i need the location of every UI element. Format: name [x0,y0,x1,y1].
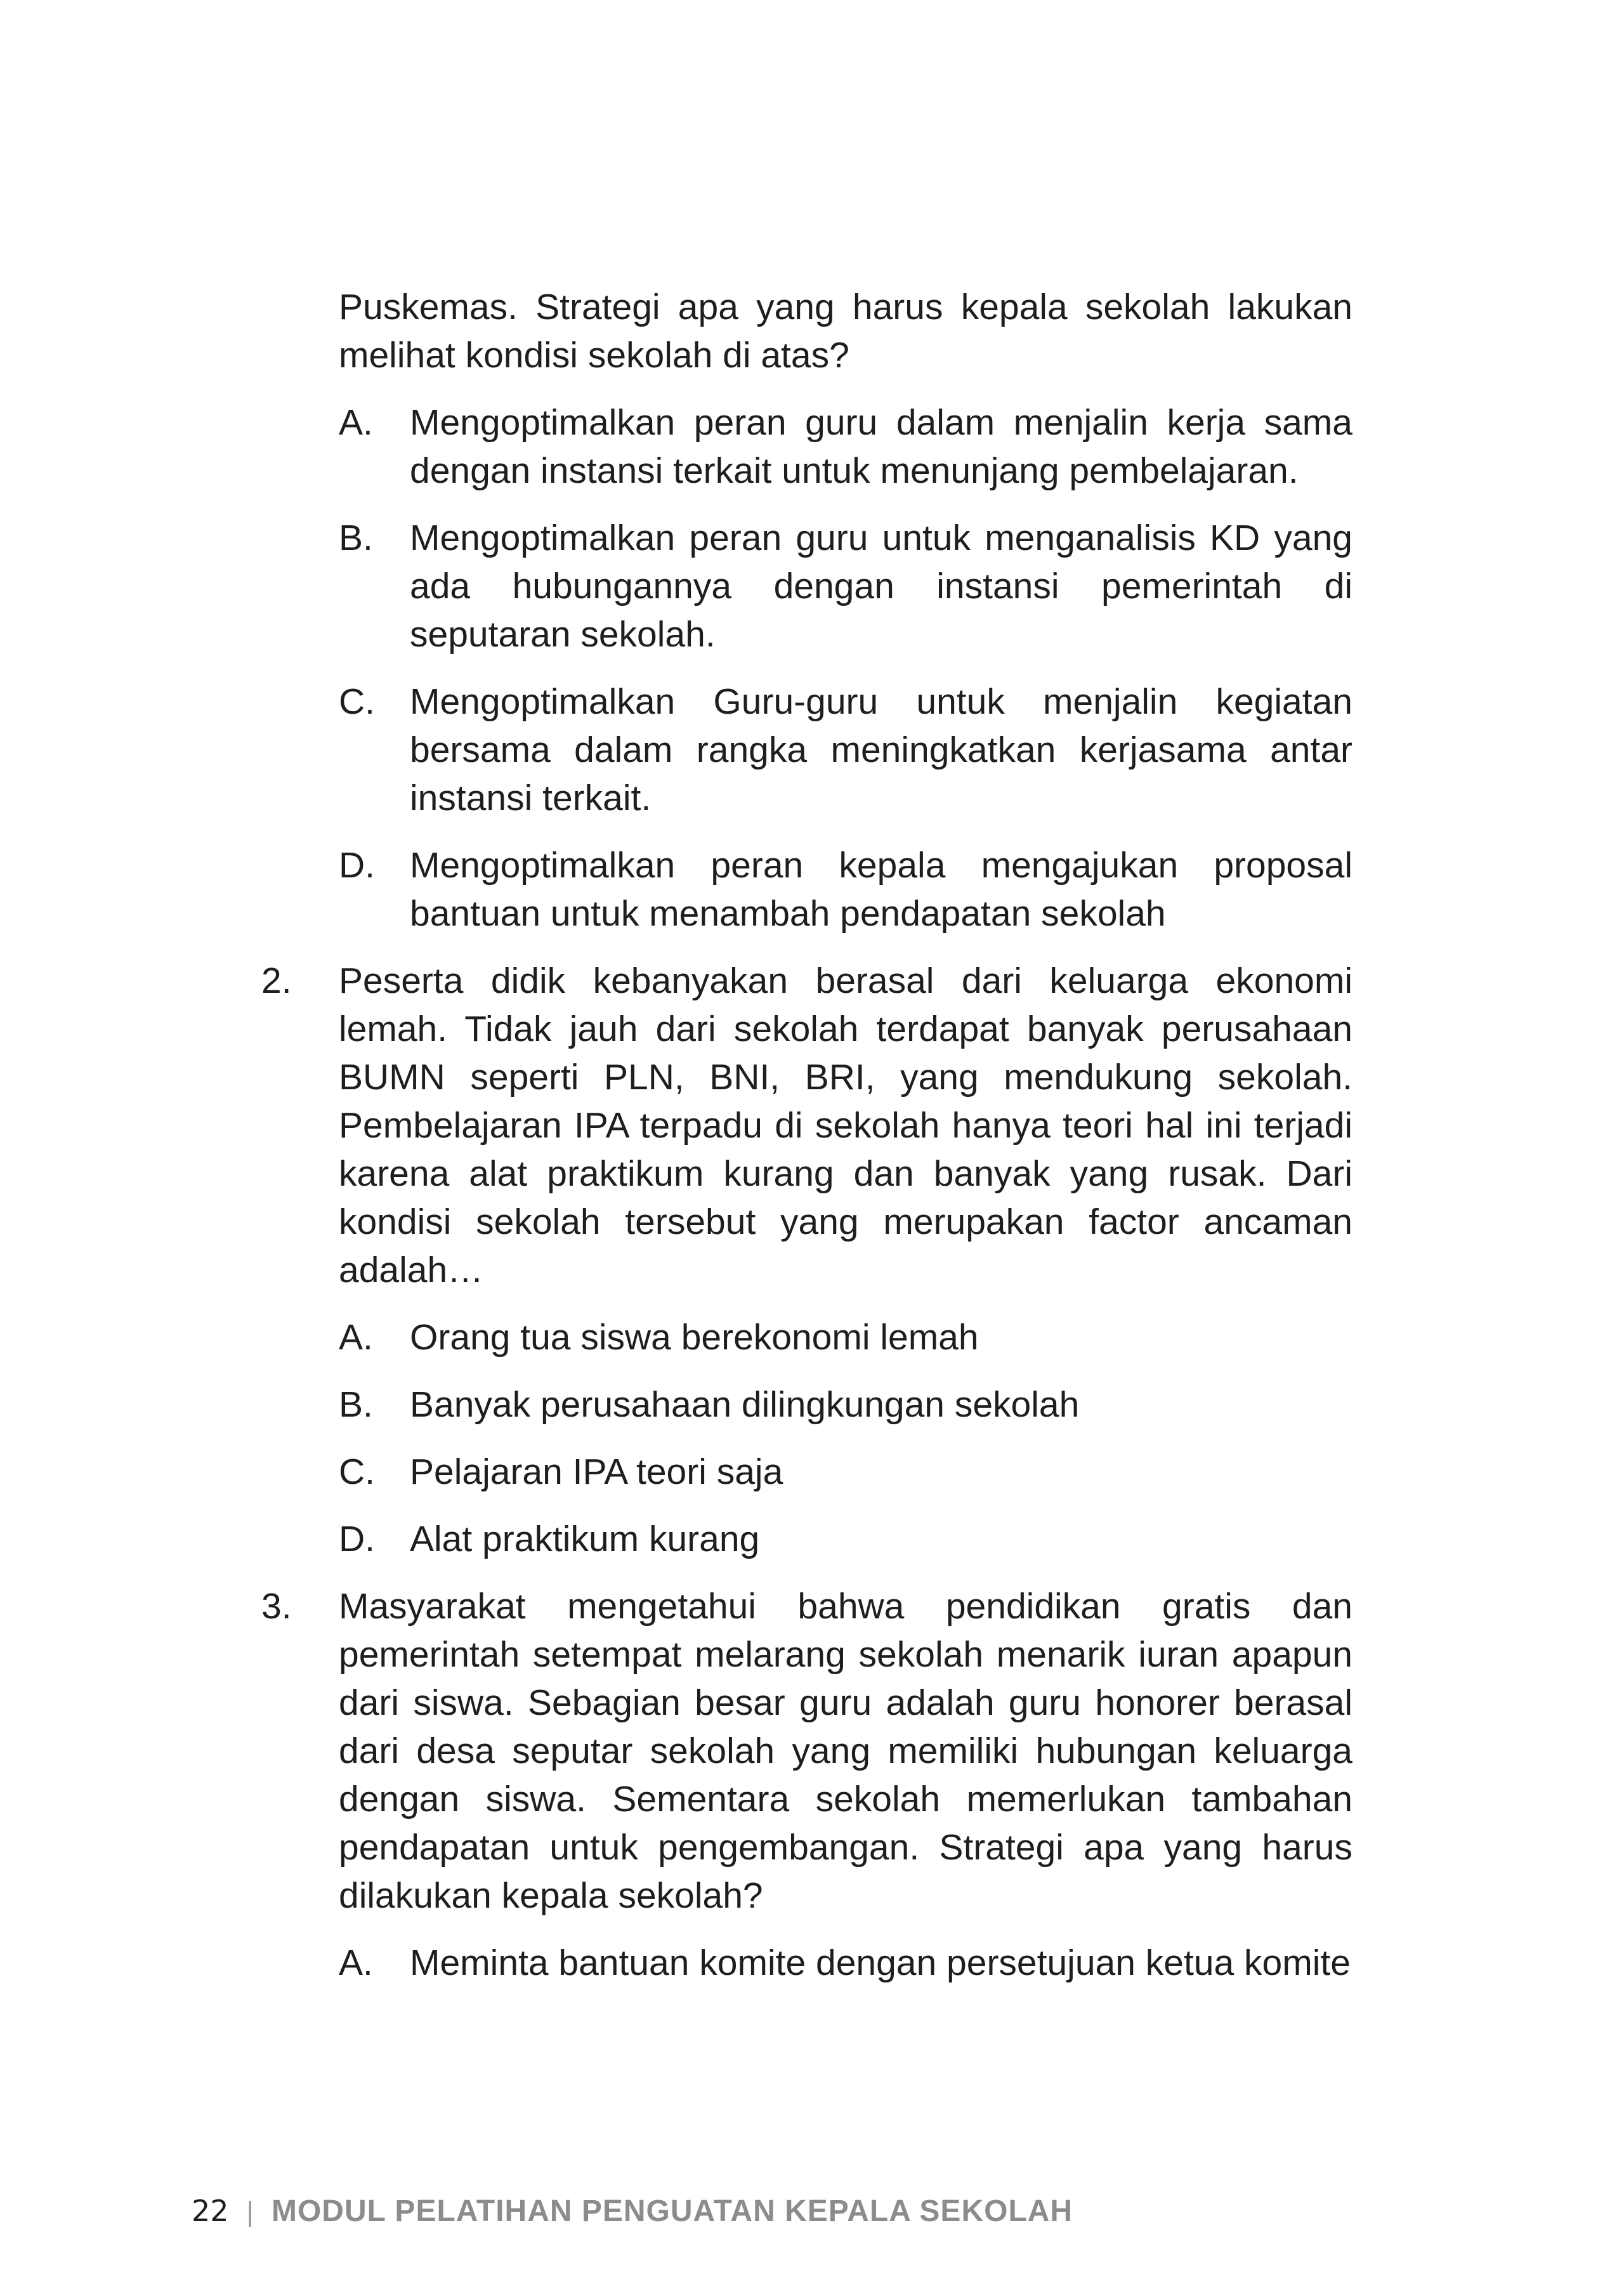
question-2 [246,957,1352,1294]
option-text: Pelajaran IPA teori saja [410,1452,783,1492]
footer-title: MODUL PELATIHAN PENGUATAN KEPALA SEKOLAH [271,2194,1073,2228]
q2-option-b [339,1380,1352,1429]
option-letter: A. [339,1317,373,1358]
option-text: Alat praktikum kurang [410,1519,760,1559]
option-letter: B. [339,518,373,558]
page-content [246,283,1352,2006]
option-letter: D. [339,845,375,886]
question-3 [246,1582,1352,1920]
option-letter: A. [339,1943,373,1983]
q3-option-a [339,1939,1352,1987]
option-text: Meminta bantuan komite dengan persetujuan ketua komite [410,1943,1351,1983]
option-text: Banyak perusahaan dilingkungan sekolah [410,1384,1080,1425]
q2-option-d [339,1515,1352,1563]
q2-option-a [339,1313,1352,1361]
option-text: Mengoptimalkan peran kepala mengajukan proposal bantuan untuk menambah pendapatan sekolah [410,845,1352,934]
option-text: Mengoptimalkan peran guru untuk menganalisis KD yang ada hubungannya dengan instansi pemerintah di seputaran sekolah. [410,518,1352,655]
q1-option-a [339,398,1352,495]
question-text: Masyarakat mengetahui bahwa pendidikan gratis dan pemerintah setempat melarang sekolah menarik iuran apapun dari siswa. Sebagian besar guru adalah guru honorer berasal dari desa seputar sekolah yang memiliki hubungan keluarga dengan siswa. Sementara sekolah memerlukan tambahan pendapatan untuk pengembangan. Strategi apa yang harus dilakukan kepala sekolah? [339,1586,1352,1916]
option-letter: D. [339,1519,375,1559]
q1-option-b [339,514,1352,659]
option-letter: C. [339,1452,375,1492]
q1-continuation-text: Puskemas. Strategi apa yang harus kepala sekolah lakukan melihat kondisi sekolah di atas? [339,287,1352,376]
option-letter: B. [339,1384,373,1425]
q1-option-c [339,678,1352,822]
page-number: 22 [192,2194,229,2228]
q1-option-d [339,841,1352,938]
option-letter: A. [339,402,373,443]
page-footer [192,2192,1073,2231]
question-number: 2. [261,960,292,1001]
question-number: 3. [261,1586,292,1627]
question-text: Peserta didik kebanyakan berasal dari keluarga ekonomi lemah. Tidak jauh dari sekolah terdapat banyak perusahaan BUMN seperti PLN, BNI, BRI, yang mendukung sekolah. Pembelajaran IPA terpadu di sekolah hanya teori hal ini terjadi karena alat praktikum kurang dan banyak yang rusak. Dari kondisi sekolah tersebut yang merupakan factor ancaman adalah… [339,960,1352,1290]
option-text: Mengoptimalkan Guru-guru untuk menjalin kegiatan bersama dalam rangka meningkatkan kerjasama antar instansi terkait. [410,681,1352,818]
footer-separator: | [246,2196,254,2227]
q2-option-c [339,1448,1352,1496]
option-letter: C. [339,681,375,722]
option-text: Mengoptimalkan peran guru dalam menjalin kerja sama dengan instansi terkait untuk menunjang pembelajaran. [410,402,1352,491]
option-text: Orang tua siswa berekonomi lemah [410,1317,979,1358]
